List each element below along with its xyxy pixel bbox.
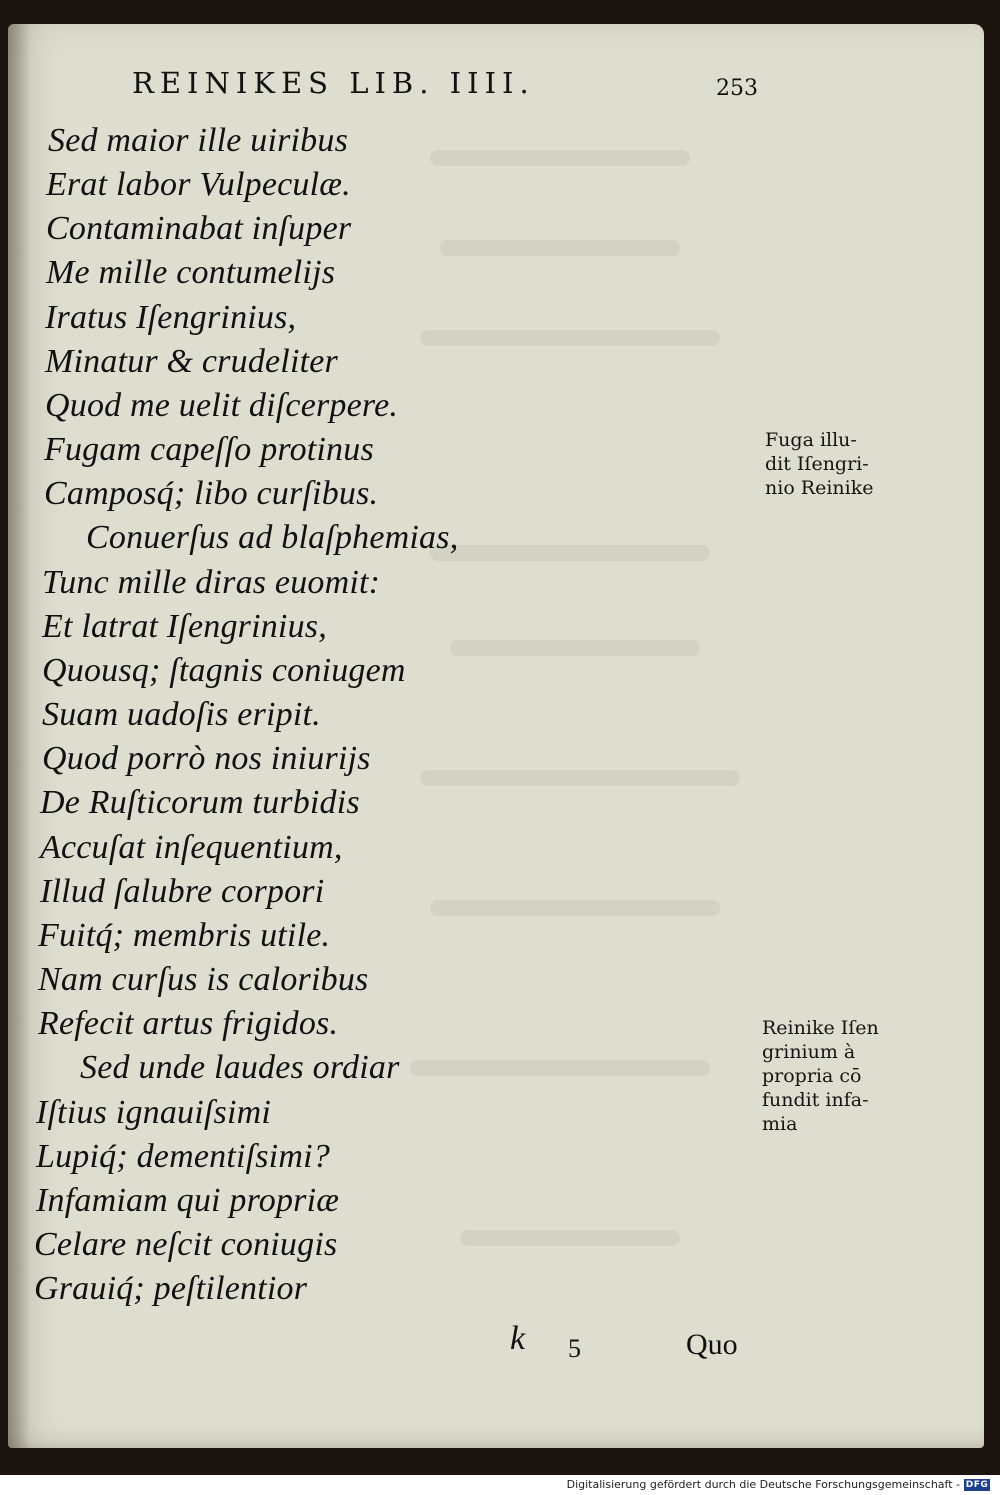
verse-line: Quousq; ſtagnis coniugem <box>42 652 406 689</box>
verse-line: Lupiq́; dementiſsimi? <box>36 1138 330 1175</box>
bleed-through <box>420 770 740 786</box>
signature-letter: k <box>510 1320 526 1357</box>
verse-line: Celare neſcit coniugis <box>34 1226 338 1263</box>
verse-line: Suam uadoſis eripit. <box>42 696 321 733</box>
page-number: 253 <box>716 76 758 101</box>
marginal-note <box>762 1016 879 1136</box>
marginal-note-line: mia <box>762 1113 798 1135</box>
verse-line: Iratus Iſengrinius, <box>45 299 297 336</box>
verse-line: Grauiq́; peſtilentior <box>34 1270 308 1307</box>
bleed-through <box>430 545 710 561</box>
bleed-through <box>450 640 700 656</box>
running-head: REINIKES LIB. IIII. <box>132 66 535 100</box>
verse-line: Fuitq́; membris utile. <box>38 917 331 954</box>
marginal-note-line: nio Reinike <box>765 477 874 499</box>
verse-line: Me mille contumelijs <box>46 254 336 291</box>
verse-line: De Ruſticorum turbidis <box>40 784 360 821</box>
verse-line: Sed maior ille uiribus <box>48 122 349 159</box>
verse-line: Conuerſus ad blaſphemias, <box>86 519 459 556</box>
verse-line: Nam curſus is caloribus <box>38 961 369 998</box>
verse-line: Quod me uelit diſcerpere. <box>45 387 399 424</box>
marginal-note-line: Reinike Iſen <box>762 1017 879 1039</box>
bleed-through <box>430 900 720 916</box>
catchword: Quo <box>686 1328 738 1361</box>
verse-line: Illud ſalubre corpori <box>40 873 325 910</box>
verse-line: Sed unde laudes ordiar <box>80 1049 400 1086</box>
verse-line: Minatur & crudeliter <box>45 343 338 380</box>
verse-line: Infamiam qui propriæ <box>36 1182 340 1219</box>
bleed-through <box>430 150 690 166</box>
verse-line: Quod porrò nos iniurijs <box>42 740 371 777</box>
verse-line: Iſtius ignauiſsimi <box>36 1094 272 1131</box>
marginal-note-line: fundit infa- <box>762 1089 869 1111</box>
bleed-through <box>440 240 680 256</box>
dfg-logo: DFG <box>965 1480 989 1490</box>
verse-line: Contaminabat inſuper <box>46 210 352 247</box>
signature-number: 5 <box>568 1334 581 1363</box>
marginal-note-line: Fuga illu- <box>765 429 857 451</box>
bleed-through <box>410 1060 710 1076</box>
verse-line: Et latrat Iſengrinius, <box>42 608 327 645</box>
marginal-note-line: grinium à <box>762 1041 856 1063</box>
verse-line: Camposq́; libo curſibus. <box>44 475 379 512</box>
page-gutter-shadow <box>8 24 30 1448</box>
verse-line: Fugam capeſſo protinus <box>44 431 374 468</box>
verse-line: Tunc mille diras euomit: <box>42 564 381 601</box>
verse-line: Refecit artus frigidos. <box>38 1005 339 1042</box>
funding-credit: Digitalisierung gefördert durch die Deutsche Forschungsgemeinschaft - <box>566 1478 960 1491</box>
bleed-through <box>460 1230 680 1246</box>
marginal-note-line: dit Iſengri- <box>765 453 869 475</box>
verse-line: Accuſat inſequentium, <box>40 829 343 866</box>
verse-line: Erat labor Vulpeculæ. <box>46 166 351 203</box>
marginal-note <box>765 428 874 500</box>
marginal-note-line: propria cō <box>762 1065 862 1087</box>
bleed-through <box>420 330 720 346</box>
